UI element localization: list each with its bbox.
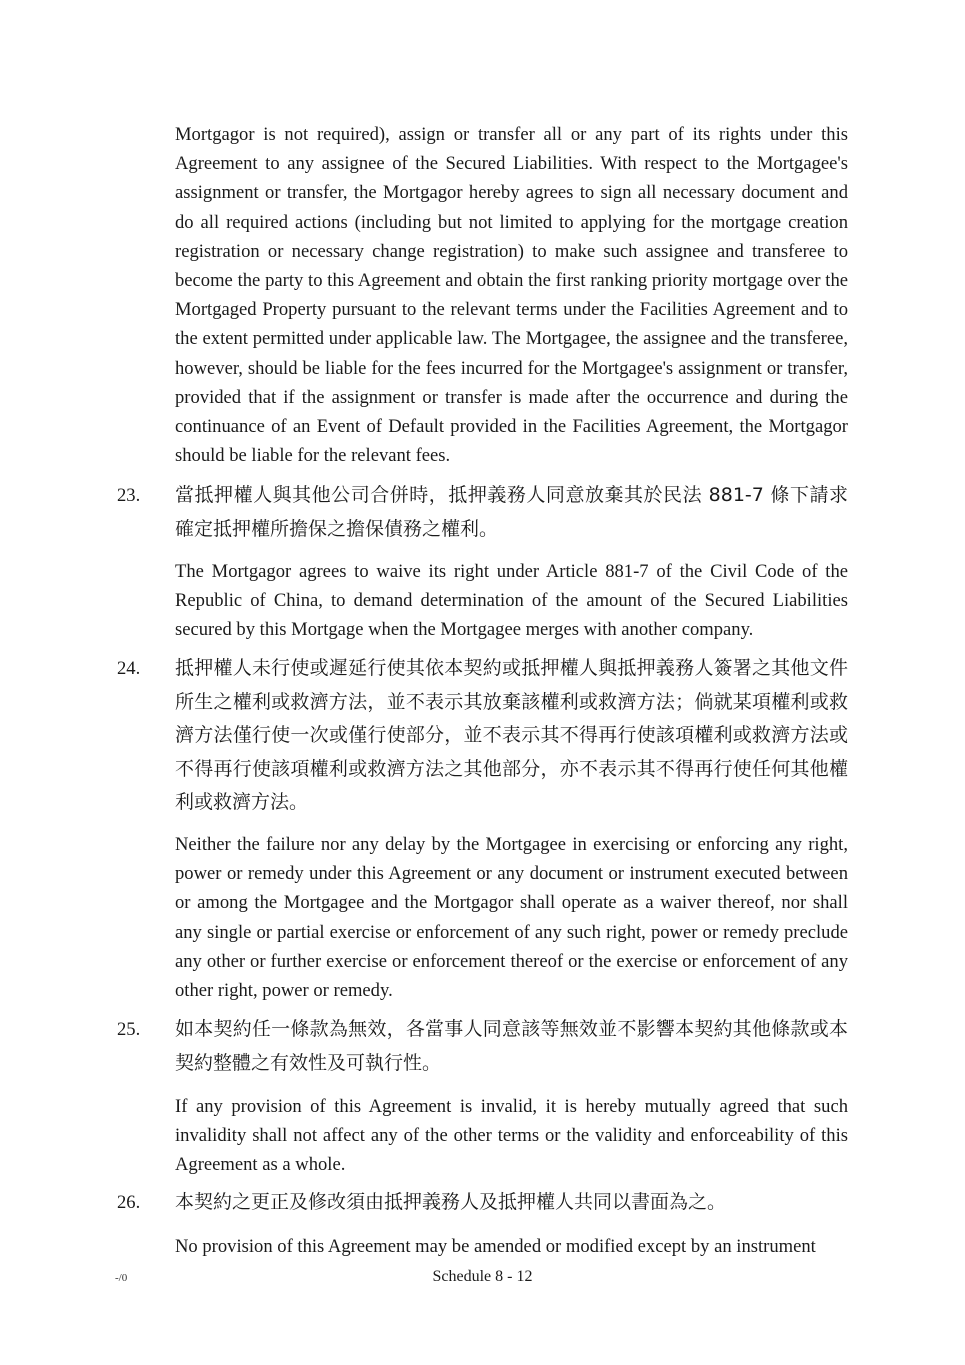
- clause-22-english-continuation: Mortgagor is not required), assign or transfer all or any part of its rights under this Agreement to any assignee of the Secured Liabilities. With respect to the Mortgagee's assignment or transfer, the Mortgagor hereby agrees to sign all necessary document and do all required actions (including but not limited to applying for the mortgage creation registration or necessary change registration) to make such assignee and transferee to become the party to this Agreement and obtain the first ranking priority mortgage over the Mortgaged Property pursuant to the relevant terms under the Facilities Agreement and to the extent permitted under applicable law. The Mortgagee, the assignee and the transferee, however, should be liable for the fees incurred for the Mortgagee's assignment or transfer, provided that if the assignment or transfer is made after the occurrence and during the continuance of an Event of Default provided in the Facilities Agreement, the Mortgagor should be liable for the relevant fees.: [175, 124, 848, 467]
- clause-23-english: The Mortgagor agrees to waive its right under Article 881-7 of the Civil Code of the Republic of China, to demand determination of the amount of the Secured Liabilities secured by this Mortgage when the Mortgagee merges with another company.: [175, 561, 848, 641]
- footer-code: -/0: [115, 1272, 128, 1284]
- clause-23-chinese: 當抵押權人與其他公司合併時，抵押義務人同意放棄其於民法 881-7 條下請求確定抵押權所擔保之擔保債務之權利。: [175, 484, 848, 540]
- clause-24-chinese: 抵押權人未行使或遲延行使其依本契約或抵押權人與抵押義務人簽署之其他文件所生之權利或救濟方法，並不表示其放棄該權利或救濟方法；倘就某項權利或救濟方法僅行使一次或僅行使部分，並不表示其不得再行使該項權利或救濟方法或不得再行使該項權利或救濟方法之其他部分，亦不表示其不得再行使任何其他權利或救濟方法。: [175, 657, 848, 813]
- clause-25-english: If any provision of this Agreement is invalid, it is hereby mutually agreed that such invalidity shall not affect any of the other terms or the validity and enforceability of this Agreement as a whole.: [175, 1096, 848, 1176]
- clause-23-number: 23.: [117, 485, 141, 506]
- clause-24-number: 24.: [117, 658, 141, 679]
- clause-25-chinese: 如本契約任一條款為無效，各當事人同意該等無效並不影響本契約其他條款或本契約整體之有效性及可執行性。: [175, 1018, 848, 1074]
- clause-25-number: 25.: [117, 1019, 141, 1040]
- clause-26-english-start: No provision of this Agreement may be amended or modified except by an instrument: [175, 1236, 816, 1257]
- clause-26-number: 26.: [117, 1192, 141, 1213]
- clause-26-chinese: 本契約之更正及修改須由抵押義務人及抵押權人共同以書面為之。: [175, 1191, 727, 1213]
- clause-24-english: Neither the failure nor any delay by the Mortgagee in exercising or enforcing any right, power or remedy under this Agreement or any document or instrument executed between or among the Mortgagee and the Mortgagor shall operate as a waiver thereof, nor shall any single or partial exercise or enforcement of any such right, power or remedy preclude any other or further exercise or enforcement thereof or the exercise or enforcement of any other right, power or remedy.: [175, 834, 848, 1002]
- page-label: Schedule 8 - 12: [432, 1268, 533, 1285]
